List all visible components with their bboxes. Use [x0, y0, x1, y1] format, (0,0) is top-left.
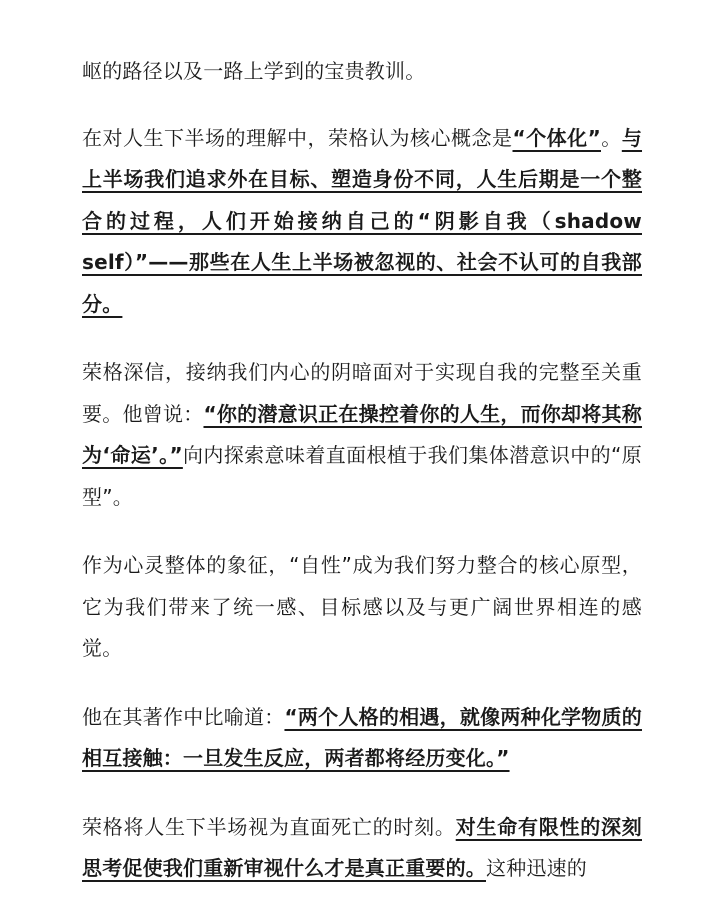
- text-segment: 荣格将人生下半场视为直面死亡的时刻。: [82, 814, 456, 839]
- emphasized-text: 对生命有限性的深刻思考促使我们重新审视什么才是真正重要的。: [82, 814, 642, 880]
- text-segment: 。: [601, 125, 622, 150]
- emphasized-text: 与上半场我们追求外在目标、塑造身份不同，人生后期是一个整合的过程，人们开始接纳自己的“阴影自我（shadow self）”——那些在人生上半场被忽视的、社会不认可的自我部分。: [82, 125, 643, 316]
- text-segment: 这种迅速的: [486, 856, 587, 880]
- text-segment: 作为心灵整体的象征，“自性”成为我们努力整合的核心原型，它为我们带来了统一感、目标感以及与更广阔世界相连的感觉。: [82, 553, 642, 660]
- text-segment: 岖的路径以及一路上学到的宝贵教训。: [82, 59, 426, 83]
- paragraph-6: [82, 807, 642, 890]
- paragraph-2: [82, 118, 642, 326]
- paragraph-1: [82, 51, 642, 93]
- quote-text: “你的潜意识正在操控着你的人生，而你却将其称为‘命运’。”: [82, 401, 643, 467]
- paragraph-3: [82, 352, 642, 518]
- paragraph-4: [82, 545, 642, 670]
- text-segment: 向内探索意味着直面根植于我们集体潜意识中的“原型”。: [82, 443, 642, 509]
- text-segment: 在对人生下半场的理解中，荣格认为核心概念是: [82, 125, 513, 150]
- text-segment: 荣格深信，接纳我们内心的阴暗面对于实现自我的完整至关重要。他曾说：: [82, 360, 642, 426]
- text-segment: 他在其著作中比喻道：: [82, 704, 285, 729]
- paragraph-5: [82, 697, 642, 780]
- quote-text: “两个人格的相遇，就像两种化学物质的相互接触：一旦发生反应，两者都将经历变化。”: [82, 704, 642, 770]
- document-page: [82, 51, 642, 917]
- emphasized-text: “个体化”: [512, 125, 601, 150]
